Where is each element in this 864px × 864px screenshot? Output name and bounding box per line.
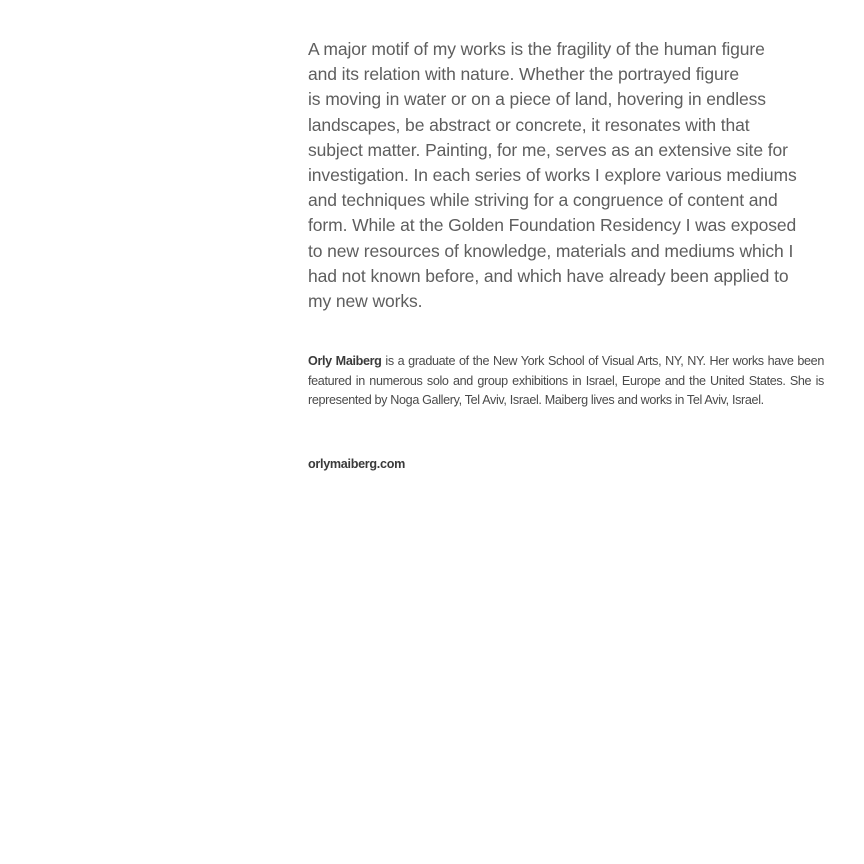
website-link[interactable]: orlymaiberg.com bbox=[308, 457, 405, 471]
statement-line: my new works. bbox=[308, 291, 423, 312]
statement-line: form. While at the Golden Foundation Residency I was exposed bbox=[308, 215, 797, 236]
statement-line: and techniques while striving for a congruence of content and bbox=[308, 190, 778, 211]
statement-line: subject matter. Painting, for me, serves as an extensive site for bbox=[308, 139, 788, 160]
statement-line: and its relation with nature. Whether the portrayed figure bbox=[308, 64, 739, 85]
statement-line: to new resources of knowledge, materials and mediums which I bbox=[308, 240, 794, 261]
statement-line: investigation. In each series of works I explore various mediums bbox=[308, 165, 797, 186]
artist-name: Orly Maiberg bbox=[308, 354, 382, 368]
statement-line: landscapes, be abstract or concrete, it resonates with that bbox=[308, 114, 750, 135]
artist-statement bbox=[308, 37, 826, 314]
statement-line: A major motif of my works is the fragility of the human figure bbox=[308, 39, 765, 59]
statement-line: is moving in water or on a piece of land, hovering in endless bbox=[308, 89, 766, 110]
statement-line: had not known before, and which have already been applied to bbox=[308, 265, 789, 286]
artist-bio bbox=[308, 352, 824, 411]
bio-text: is a graduate of the New York School of Visual Arts, NY, NY. Her works have been featured in numerous solo and group exhibitions in Israel, Europe and the United States. She is represented by Noga Gallery, Tel Aviv, Israel. Maiberg lives and works in Tel Aviv, Israel. bbox=[308, 354, 824, 407]
